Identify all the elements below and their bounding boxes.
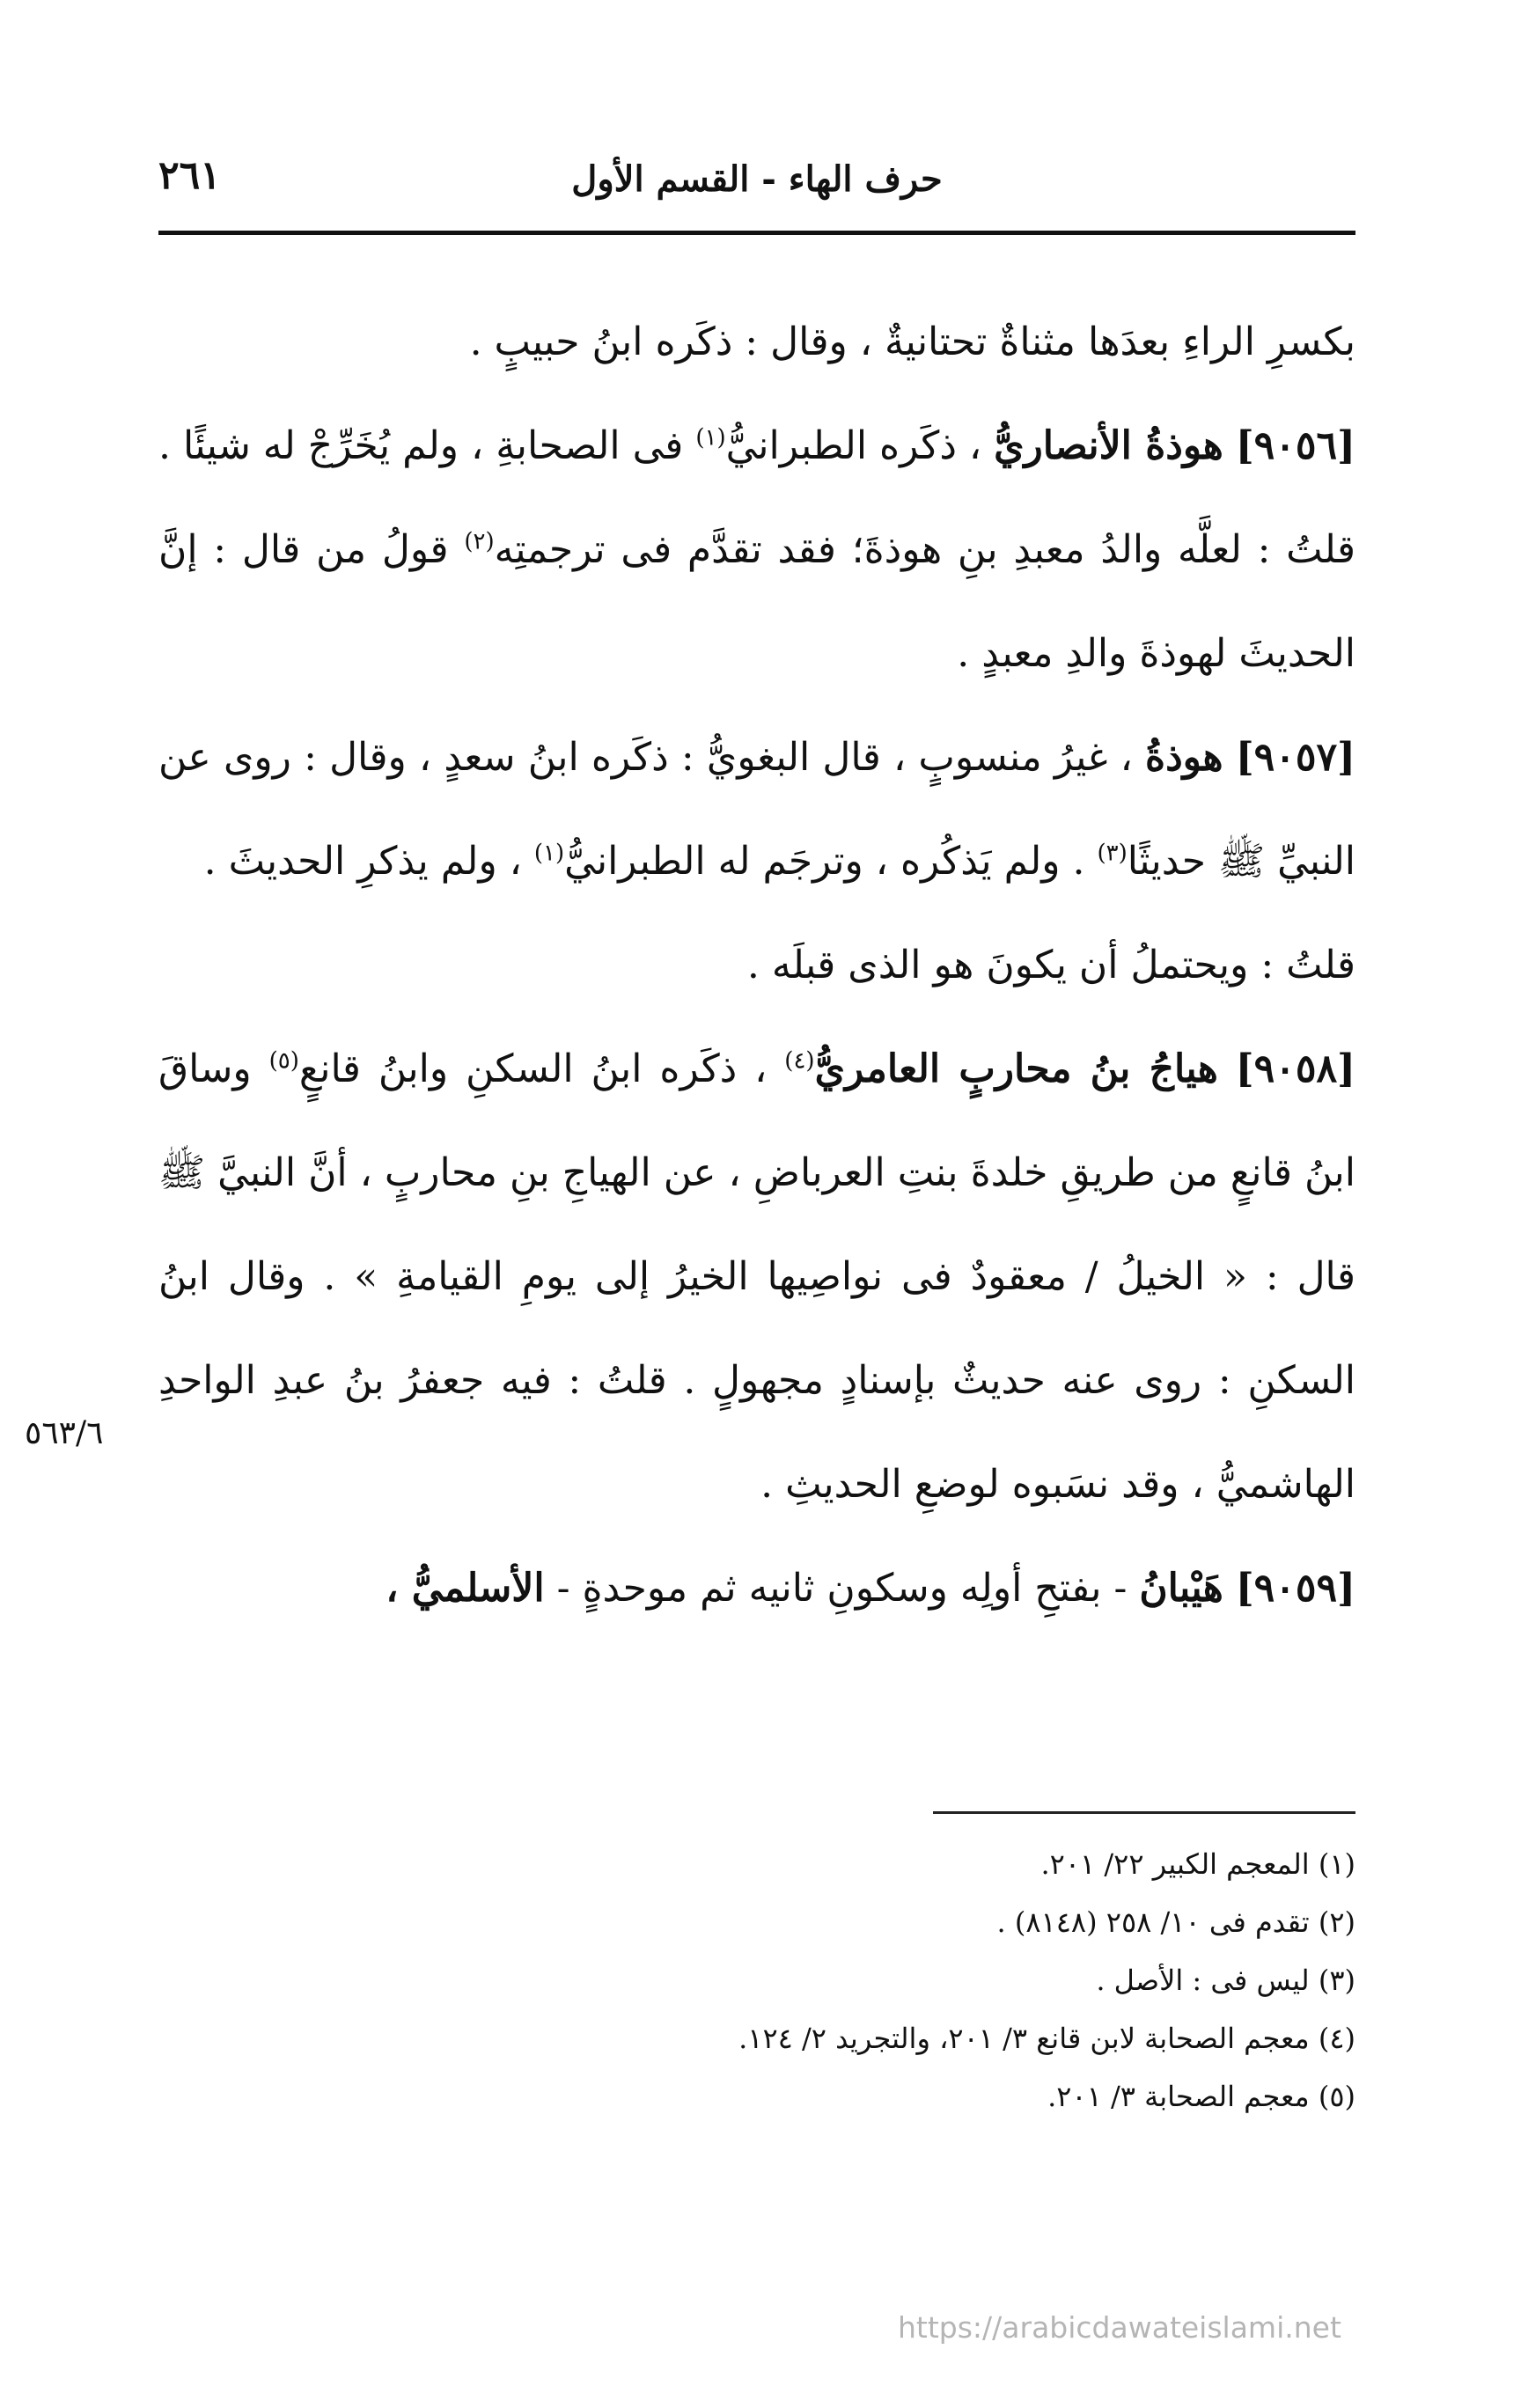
entry-text: . ولم يَذكُره ، وترجَم له الطبرانيُّ — [564, 839, 1085, 884]
entry-text: ، ذكَره الطبرانيُّ — [725, 423, 982, 468]
entry-name: هَيْبانُ — [1139, 1566, 1223, 1611]
entry-text: وساقَ ابنُ قانعٍ من طريقِ خلدةَ بنتِ العرباضِ ، عن الهياجِ بنِ محاربٍ ، أنَّ النبيَّ ﷺ قال : « الخيلُ / معقودٌ فى نواصِيها الخيرُ إلى يومِ القيامةِ » . وقال ابنُ السكنِ : روى عنه حديثٌ بإسنادٍ مجهولٍ . قلتُ : فيه جعفرُ بنُ عبدِ الواحدِ الهاشميُّ ، وقد نسَبوه لوضعِ الحديثِ . — [158, 1046, 1355, 1507]
entry-text: - بفتحِ أولِه وسكونِ ثانيه ثم موحدةٍ - — [556, 1566, 1128, 1611]
commentary-text: قولُ من قال : إنَّ الحديثَ لهوذةَ والدِ معبدٍ . — [158, 527, 1355, 676]
page-header — [158, 150, 1355, 211]
entry-text: ، ولم يذكرِ الحديثَ . — [203, 839, 522, 884]
margin-page-reference: ٥٦٣/٦ — [25, 1415, 104, 1451]
watermark-url: https://arabicdawateislami.net — [898, 2310, 1341, 2345]
entry-name-nisba: الأسلميُّ ، — [386, 1566, 545, 1611]
entry-number: [٩٠٥٨] — [1235, 1046, 1355, 1091]
entry-number: [٩٠٥٦] — [1235, 423, 1355, 468]
commentary-text: قلتُ : لعلَّه والدُ معبدِ بنِ هوذةَ؛ فقد تقدَّم فى ترجمتِه — [494, 527, 1355, 572]
footnote: (٤) معجم الصحابة لابن قانع ٣/ ٢٠١، والتجريد ٢/ ١٢٤. — [738, 2022, 1355, 2055]
entry-name: هوذةُ — [1145, 735, 1223, 780]
footnote-marker: (١) — [695, 424, 726, 452]
commentary-1 — [158, 498, 1355, 706]
running-title: حرف الهاء - القسم الأول — [571, 158, 943, 200]
footnote: (٣) ليس فى : الأصل . — [1096, 1964, 1355, 1997]
entry-9059 — [158, 1537, 1355, 1641]
entry-name: هوذةُ الأنصاريُّ — [994, 423, 1223, 468]
footnote: (٥) معجم الصحابة ٣/ ٢٠١. — [1047, 2080, 1355, 2113]
footnote-rule — [933, 1811, 1355, 1814]
entry-number: [٩٠٥٩] — [1235, 1566, 1355, 1611]
footnotes — [158, 1835, 1355, 2125]
entry-number: [٩٠٥٧] — [1235, 735, 1355, 780]
entry-name: هياجُ بنُ محاربٍ العامريُّ — [814, 1046, 1218, 1091]
entry-text: ، غيرُ منسوبٍ ، قال البغويُّ : ذكَره ابنُ سعدٍ ، وقال : روى عن النبيِّ ﷺ حديثًا — [158, 735, 1355, 884]
footnote-marker: (٤) — [784, 1047, 815, 1075]
entry-9056 — [158, 394, 1355, 498]
footnote: (١) المعجم الكبير ٢٢/ ٢٠١. — [1040, 1847, 1355, 1881]
footnote-marker: (٢) — [464, 528, 495, 555]
entry-9057 — [158, 706, 1355, 914]
footnote-marker: (٣) — [1097, 840, 1128, 867]
entry-9058 — [158, 1017, 1355, 1537]
entry-text: ، ذكَره ابنُ السكنِ وابنُ قانعٍ — [298, 1046, 768, 1091]
main-text — [158, 290, 1355, 1641]
paragraph-continuation: بكسرِ الراءِ بعدَها مثناةٌ تحتانيةٌ ، وقال : ذكَره ابنُ حبيبٍ . — [469, 319, 1355, 364]
entry-text: فى الصحابةِ ، ولم يُخَرِّجْ له شيئًا . — [158, 423, 684, 468]
commentary-2: قلتُ : ويحتملُ أن يكونَ هو الذى قبلَه . — [746, 943, 1355, 987]
footnote-marker: (٥) — [268, 1047, 299, 1075]
footnote-marker: (١) — [533, 840, 565, 867]
page-number: ٢٦١ — [158, 153, 221, 198]
header-rule — [158, 231, 1355, 235]
footnote: (٢) تقدم فى ١٠/ ٢٥٨ (٨١٤٨) . — [996, 1905, 1355, 1939]
